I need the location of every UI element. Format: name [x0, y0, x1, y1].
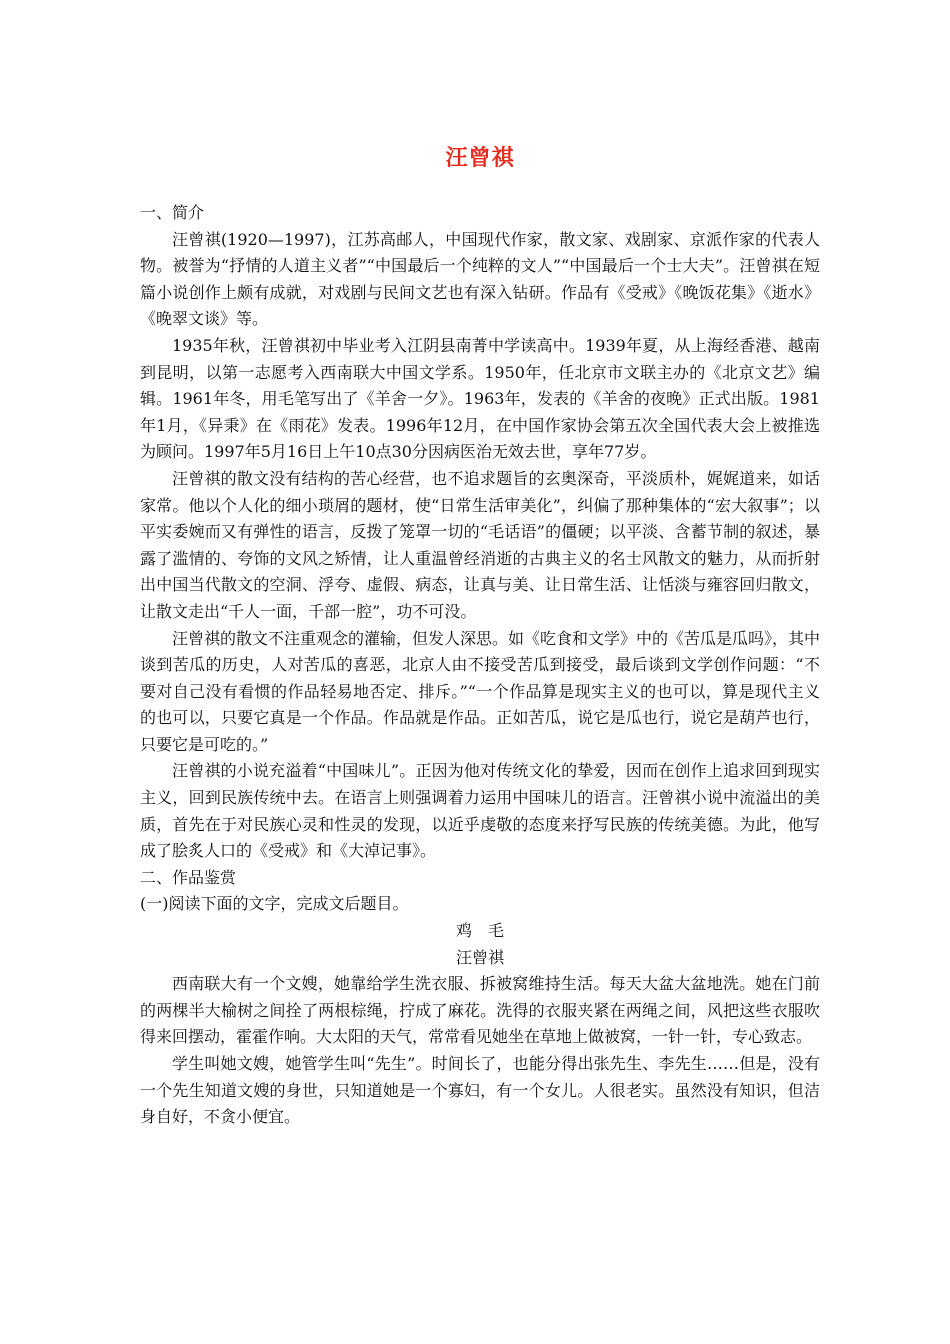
- intro-paragraph: 1935年秋，汪曾祺初中毕业考入江阴县南菁中学读高中。1939年夏，从上海经香港、越南到昆明，以第一志愿考入西南联大中国文学系。1950年，任北京市文联主办的《北京文艺》编辑。1961年冬，用毛笔写出了《羊舍一夕》。1963年，发表的《羊舍的夜晚》正式出版。1981年1月，《异秉》在《雨花》发表。1996年12月，在中国作家协会第五次全国代表大会上被推选为顾问。1997年5月16日上午10点30分因病医治无效去世，享年77岁。: [140, 335, 820, 462]
- document-body: [140, 200, 820, 1131]
- intro-paragraph: 汪曾祺的小说充溢着“中国味儿”。正因为他对传统文化的挚爱，因而在创作上追求回到现实主义，回到民族传统中去。在语言上则强调着力运用中国味儿的语言。汪曾祺小说中流溢出的美质，首先在于对民族心灵和性灵的发现，以近乎虔敬的态度来抒写民族的传统美德。为此，他写成了脍炙人口的《受戒》和《大淖记事》。: [140, 761, 820, 861]
- intro-paragraph: 汪曾祺(1920—1997)，江苏高邮人，中国现代作家，散文家、戏剧家、京派作家的代表人物。被誉为“抒情的人道主义者”“中国最后一个纯粹的文人”“中国最后一个士大夫”。汪曾祺在短篇小说创作上颇有成就，对戏剧与民间文艺也有深入钻研。作品有《受戒》《晚饭花集》《逝水》《晚翠文谈》等。: [140, 229, 820, 329]
- story-title: 鸡 毛: [455, 921, 504, 941]
- story-paragraph: 学生叫她文嫂，她管学生叫“先生”。时间长了，也能分得出张先生、李先生……但是，没有一个先生知道文嫂的身世，只知道她是一个寡妇，有一个女儿。人很老实。虽然没有知识，但洁身自好，不贪小便宜。: [140, 1054, 820, 1127]
- exercise-instruction: (一)阅读下面的文字，完成文后题目。: [140, 894, 409, 914]
- story-paragraph: 西南联大有一个文嫂，她靠给学生洗衣服、拆被窝维持生活。每天大盆大盆地洗。她在门前的两棵半大榆树之间拴了两根棕绳，拧成了麻花。洗得的衣服夹紧在两绳之间，风把这些衣服吹得来回摆动，霍霍作响。大太阳的天气，常常看见她坐在草地上做被窝，一针一针，专心致志。: [140, 974, 820, 1047]
- section-heading-appreciation: 二、作品鉴赏: [140, 867, 237, 887]
- section-heading-intro: 一、简介: [140, 203, 205, 222]
- intro-paragraph: 汪曾祺的散文不注重观念的灌输，但发人深思。如《吃食和文学》中的《苦瓜是瓜吗》，其中谈到苦瓜的历史，人对苦瓜的喜恶，北京人由不接受苦瓜到接受，最后谈到文学创作问题：“不要对自己没有看惯的作品轻易地否定、排斥。”“一个作品算是现实主义的也可以，算是现代主义的也可以，只要它真是一个作品。作品就是作品。正如苦瓜，说它是瓜也行，说它是葫芦也行，只要它是可吃的。”: [140, 628, 821, 754]
- intro-paragraph: 汪曾祺的散文没有结构的苦心经营，也不追求题旨的玄奥深奇，平淡质朴，娓娓道来，如话家常。他以个人化的细小琐屑的题材，使“日常生活审美化”，纠偏了那种集体的“宏大叙事”；以平实委婉而又有弹性的语言，反拨了笼罩一切的“毛话语”的僵硬；以平淡、含蓄节制的叙述，暴露了滥情的、夸饰的文风之矫情，让人重温曾经消逝的古典主义的名士风散文的魅力，从而折射出中国当代散文的空洞、浮夸、虚假、病态，让真与美、让日常生活、让恬淡与雍容回归散文，让散文走出“千人一面，千部一腔”，功不可没。: [140, 468, 820, 621]
- story-author: 汪曾祺: [455, 947, 504, 967]
- document-title: 汪曾祺: [445, 145, 515, 171]
